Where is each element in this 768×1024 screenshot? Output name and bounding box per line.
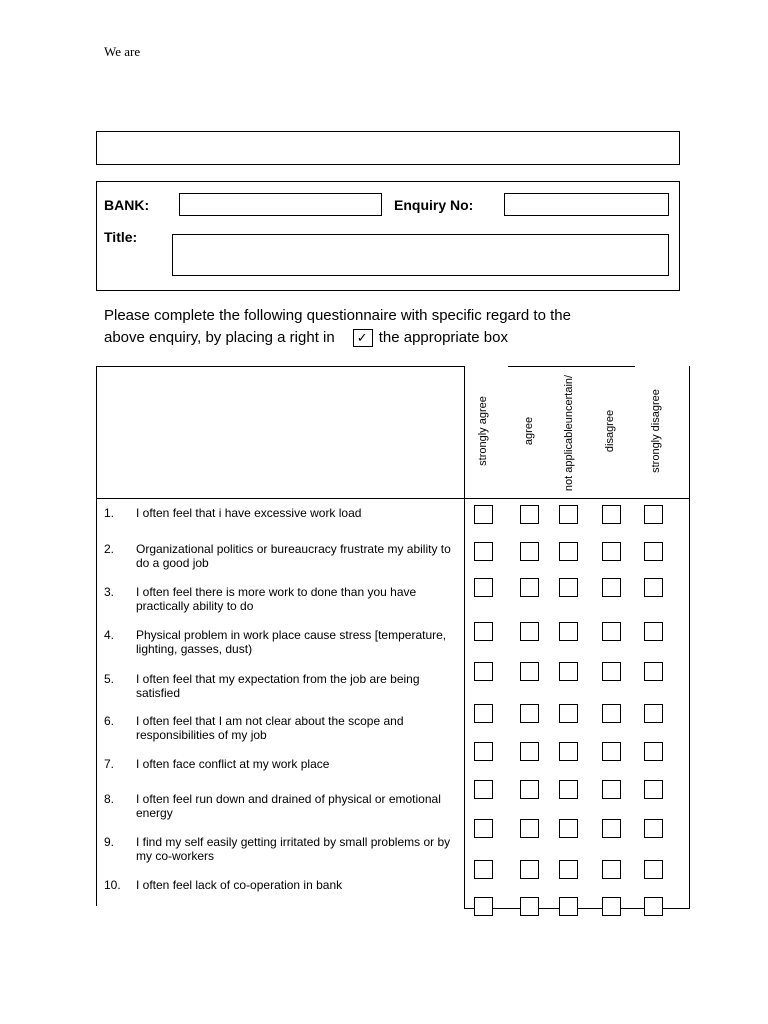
- answer-checkbox[interactable]: [644, 662, 663, 681]
- header-bottom-mid: [508, 498, 635, 499]
- answer-checkbox[interactable]: [644, 542, 663, 561]
- answer-checkbox[interactable]: [520, 622, 539, 641]
- answer-checkbox[interactable]: [474, 742, 493, 761]
- instructions-line-2: [104, 327, 664, 349]
- answer-checkbox[interactable]: [602, 704, 621, 723]
- tick-icon: ✓: [356, 330, 368, 346]
- question-text: Organizational politics or bureaucracy frustrate my ability to do a good job: [136, 542, 451, 570]
- answer-checkbox[interactable]: [602, 819, 621, 838]
- answer-checkbox[interactable]: [644, 897, 663, 916]
- question-text: I often feel that i have excessive work load: [136, 506, 362, 520]
- question-text: I often feel that I am not clear about the scope and responsibilities of my job: [136, 714, 404, 742]
- question-text: I find my self easily getting irritated by small problems or by my co-workers: [136, 835, 451, 863]
- bank-field[interactable]: [179, 193, 382, 216]
- answer-checkbox[interactable]: [602, 505, 621, 524]
- col-header-strongly-agree: strongly agree: [477, 396, 489, 466]
- instructions-line-1: Please complete the following questionnaire with specific regard to the: [104, 307, 571, 324]
- answer-checkbox[interactable]: [559, 860, 578, 879]
- answer-checkbox[interactable]: [644, 704, 663, 723]
- answer-checkbox[interactable]: [474, 578, 493, 597]
- question-number: 2.: [104, 542, 115, 556]
- question-number: 7.: [104, 757, 115, 771]
- instructions: [104, 305, 664, 349]
- answer-checkbox[interactable]: [644, 860, 663, 879]
- answer-checkbox[interactable]: [520, 819, 539, 838]
- answer-checkbox[interactable]: [644, 819, 663, 838]
- question-text: Physical problem in work place cause stress [temperature, lighting, gasses, dust): [136, 628, 447, 656]
- question-number: 3.: [104, 585, 115, 599]
- answer-checkbox[interactable]: [474, 662, 493, 681]
- answer-checkbox[interactable]: [644, 505, 663, 524]
- col-header-not-applicable: not applicableuncertain/: [563, 374, 575, 492]
- answer-checkbox[interactable]: [559, 704, 578, 723]
- answer-checkbox[interactable]: [602, 622, 621, 641]
- answer-checkbox[interactable]: [559, 780, 578, 799]
- answer-checkbox[interactable]: [559, 578, 578, 597]
- table-left-border: [96, 366, 97, 906]
- question-number: 8.: [104, 792, 115, 806]
- answer-checkbox[interactable]: [602, 578, 621, 597]
- answer-checkbox[interactable]: [520, 780, 539, 799]
- answer-checkbox[interactable]: [644, 742, 663, 761]
- title-field[interactable]: [172, 234, 669, 276]
- answer-checkbox[interactable]: [559, 542, 578, 561]
- answer-checkbox[interactable]: [559, 819, 578, 838]
- question-text: I often feel that my expectation from the job are being satisfied: [136, 672, 420, 700]
- answer-checkbox[interactable]: [559, 897, 578, 916]
- answer-checkbox[interactable]: [602, 662, 621, 681]
- answer-checkbox[interactable]: [644, 578, 663, 597]
- question-number: 1.: [104, 506, 115, 520]
- question-text: I often feel run down and drained of physical or emotional energy: [136, 792, 441, 820]
- answer-checkbox[interactable]: [644, 622, 663, 641]
- answer-checkbox[interactable]: [474, 505, 493, 524]
- instructions-line-2-start: above enquiry, by placing a right in: [104, 329, 335, 346]
- tick-example-box: [353, 329, 373, 347]
- question-text: I often feel lack of co-operation in bank: [136, 878, 343, 892]
- answer-checkbox[interactable]: [559, 505, 578, 524]
- question-number: 6.: [104, 714, 115, 728]
- instructions-line-2-end: the appropriate box: [378, 329, 508, 346]
- col-header-agree: agree: [523, 416, 535, 446]
- question-text: I often face conflict at my work place: [136, 757, 330, 771]
- answer-checkbox[interactable]: [602, 742, 621, 761]
- answer-checkbox[interactable]: [559, 742, 578, 761]
- answer-checkbox[interactable]: [474, 780, 493, 799]
- we-are-text: We are: [104, 44, 141, 59]
- organization-name-box[interactable]: [96, 131, 680, 165]
- answer-checkbox[interactable]: [474, 819, 493, 838]
- enquiry-no-label: Enquiry No:: [394, 197, 474, 213]
- answer-checkbox[interactable]: [520, 860, 539, 879]
- answer-checkbox[interactable]: [559, 662, 578, 681]
- question-text: I often feel there is more work to done than you have practically ability to do: [136, 585, 417, 613]
- question-number: 9.: [104, 835, 115, 849]
- col-header-strongly-disagree: strongly disagree: [650, 389, 662, 473]
- answer-checkbox[interactable]: [602, 860, 621, 879]
- col-header-disagree: disagree: [604, 409, 616, 453]
- answer-checkbox[interactable]: [474, 542, 493, 561]
- table-top-border-mid: [508, 366, 635, 367]
- answer-checkbox[interactable]: [520, 505, 539, 524]
- table-top-border: [96, 366, 465, 367]
- answer-checkbox[interactable]: [520, 742, 539, 761]
- answer-checkbox[interactable]: [644, 780, 663, 799]
- answer-checkbox[interactable]: [520, 897, 539, 916]
- bank-label: BANK:: [104, 197, 150, 213]
- answer-checkbox[interactable]: [602, 542, 621, 561]
- enquiry-no-field[interactable]: [504, 193, 669, 216]
- table-right-border: [689, 366, 690, 908]
- answer-checkbox[interactable]: [474, 704, 493, 723]
- question-number: 5.: [104, 672, 115, 686]
- title-label: Title:: [104, 229, 138, 245]
- answer-checkbox[interactable]: [520, 662, 539, 681]
- answer-checkbox[interactable]: [474, 622, 493, 641]
- question-number: 4.: [104, 628, 115, 642]
- answer-checkbox[interactable]: [474, 897, 493, 916]
- answer-checkbox[interactable]: [520, 704, 539, 723]
- answer-checkbox[interactable]: [520, 542, 539, 561]
- answer-checkbox[interactable]: [602, 780, 621, 799]
- enquiry-info-box: [96, 181, 680, 291]
- answer-checkbox[interactable]: [559, 622, 578, 641]
- question-number: 10.: [104, 878, 121, 892]
- answer-checkbox[interactable]: [602, 897, 621, 916]
- answer-checkbox[interactable]: [474, 860, 493, 879]
- answer-checkbox[interactable]: [520, 578, 539, 597]
